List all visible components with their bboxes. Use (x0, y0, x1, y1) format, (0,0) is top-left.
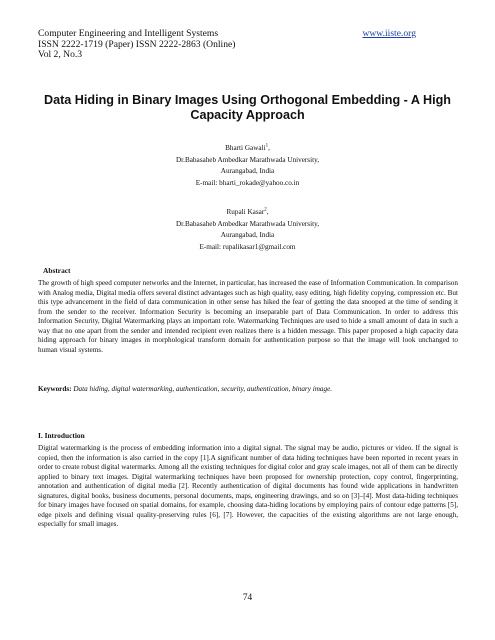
journal-volume: Vol 2, No.3 (38, 49, 83, 60)
author-location: Aurangabad, India (220, 231, 275, 240)
author-name-line (40, 207, 455, 219)
author-superscript: 1 (265, 143, 269, 149)
keywords-text: Data hiding, digital watermarking, authentication, security, authentication, binary image. (73, 385, 333, 393)
author-name-suffix: , (266, 208, 269, 216)
journal-website-link[interactable]: www.iiste.org (362, 28, 416, 39)
author-name-suffix: , (268, 144, 270, 152)
keywords-label: Keywords: (38, 385, 72, 393)
journal-name: Computer Engineering and Intelligent Systems (38, 28, 219, 39)
author-superscript: 2 (264, 207, 267, 213)
abstract-text: The growth of high speed computer networks and the Internet, in particular, has increased the ease of Information Communication. In comparison with Analog media, Digital media offers several distinct advantages such as high quality, easy editing, high fidelity copying, compression etc. But this type advancement in the field of data communication in other sense has hiked the fear of getting the data snooped at the time of sending it from the sender to the receiver. Information Security is becoming an inseparable part of Data Communication. In order to address this Information Security, Digital Watermarking plays an important role. Watermarking Techniques are used to hide a small amount of data in such a way that no one apart from the sender and intended recipient even realizes there is a hidden message. This paper proposed a high capacity data hiding approach for binary images in morphological transform domain for authentication purpose so that the image will look unchanged to human visual systems. (38, 279, 458, 354)
author-email: E-mail: rupalikasar1@gmail.com (199, 243, 296, 252)
page-number: 74 (242, 593, 253, 603)
journal-issn: ISSN 2222-1719 (Paper) ISSN 2222-2863 (Online) (38, 38, 236, 50)
journal-header (38, 29, 235, 61)
abstract-heading: Abstract (43, 266, 71, 275)
introduction-heading: I. Introduction (38, 431, 85, 440)
author-affiliation: Dr.Babasaheb Ambedkar Marathwada University, (175, 219, 320, 228)
introduction-text: Digital watermarking is the process of embedding information into a digital signal. The signal may be audio, pictures or video. If the signal is copied, then the information is also carried in the copy [1].A significant number of data hiding techniques have been reported in recent years in order to create robust digital watermarks. Among all the existing techniques for digital color and gray scale images, not all of them can be directly applied to binary text images. Digital watermarking techniques have been proposed for ownership protection, copy control, fingerprinting, annotation and authentication of digital media [2]. Recently authentication of digital documents has found wide applications in handwritten signatures, digital books, business documents, personal documents, maps, engineering drawings, and so on [3]–[4]. Most data-hiding techniques for binary images have focused on spatial domains, for example, choosing data-hiding locations by employing pairs of contour edge patterns [5], edge pixels and defining visual quality-preserving rules [6], [7]. However, the capacities of the existing algorithms are not large enough, especially for small images. (38, 444, 458, 529)
author-name-line (40, 143, 455, 155)
author-affiliation: Dr.Babasaheb Ambedkar Marathwada University, (175, 155, 320, 164)
author-location: Aurangabad, India (220, 167, 275, 176)
author-email: E-mail: bharti_rokade@yahoo.co.in (195, 179, 300, 188)
keywords-line (38, 385, 458, 395)
paper-title: Data Hiding in Binary Images Using Orthogonal Embedding - A High Capacity Approach (44, 93, 451, 122)
author-name: Bharti Gawali (225, 144, 266, 152)
author-block-2 (40, 207, 455, 254)
author-block-1 (40, 143, 455, 190)
author-name: Rupali Kasar (226, 208, 265, 216)
